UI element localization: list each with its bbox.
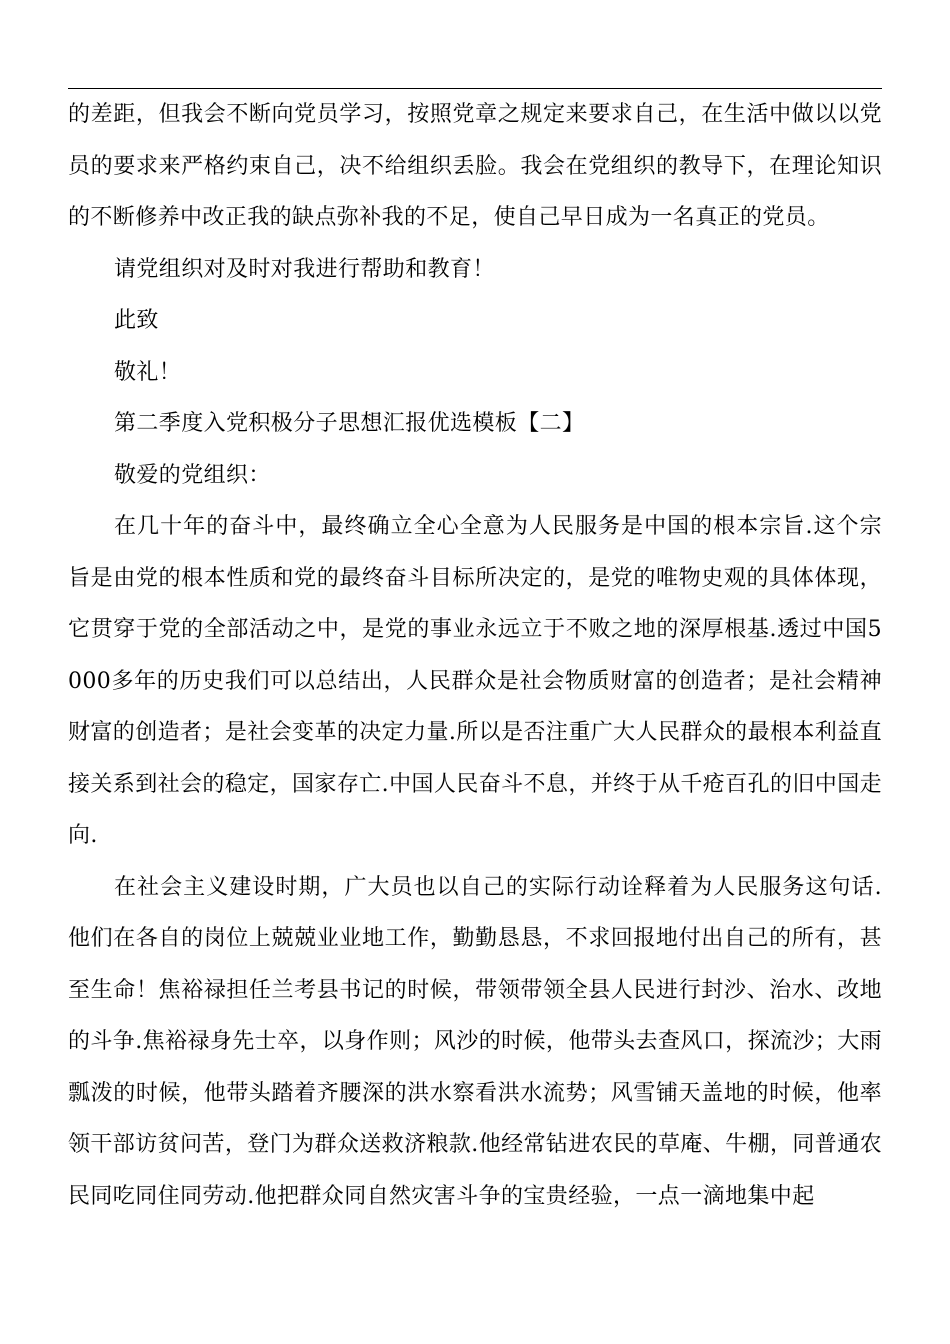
paragraph-body-2: 在社会主义建设时期，广大员也以自己的实际行动诠释着为人民服务这句话.他们在各自的岗位上兢兢业业地工作，勤勤恳恳，不求回报地付出自己的所有，甚至生命！焦裕禄担任兰考县书记的时候，带领带领全县人民进行封沙、治水、改地的斗争.焦裕禄身先士卒，以身作则；风沙的时候，他带头去查风口，探流沙；大雨瓢泼的时候，他带头踏着齐腰深的洪水察看洪水流势；风雪铺天盖地的时候，他率领干部访贫问苦，登门为群众送救济粮款.他经常钻进农民的草庵、牛棚，同普通农民同吃同住同劳动.他把群众同自然灾害斗争的宝贵经验，一点一滴地集中起 — [68, 874, 882, 1209]
paragraph-body-1: 在几十年的奋斗中，最终确立全心全意为人民服务是中国的根本宗旨.这个宗旨是由党的根本性质和党的最终奋斗目标所决定的，是党的唯物史观的具体体现，它贯穿于党的全部活动之中，是党的事业永远立于不败之地的深厚根基.透过中国5000多年的历史我们可以总结出，人民群众是社会物质财富的创造者；是社会精神财富的创造者；是社会变革的决定力量.所以是否注重广大人民群众的最根本利益直接关系到社会的稳定，国家存亡.中国人民奋斗不息，并终于从千疮百孔的旧中国走向. — [68, 514, 882, 848]
section-title: 第二季度入党积极分子思想汇报优选模板【二】 — [114, 411, 585, 436]
paragraph-continued: 的差距，但我会不断向党员学习，按照党章之规定来要求自己，在生活中做以以党员的要求来严格约束自己，决不给组织丢脸。我会在党组织的教导下，在理论知识的不断修养中改正我的缺点弥补我的不足，使自己早日成为一名真正的党员。 — [68, 102, 882, 230]
salutation: 敬爱的党组织： — [114, 462, 271, 488]
closing-cizhi: 此致 — [114, 308, 159, 333]
paragraph-request: 请党组织对及时对我进行帮助和教育！ — [114, 256, 495, 282]
document-body — [68, 89, 882, 1222]
closing-jingli: 敬礼！ — [114, 359, 182, 385]
